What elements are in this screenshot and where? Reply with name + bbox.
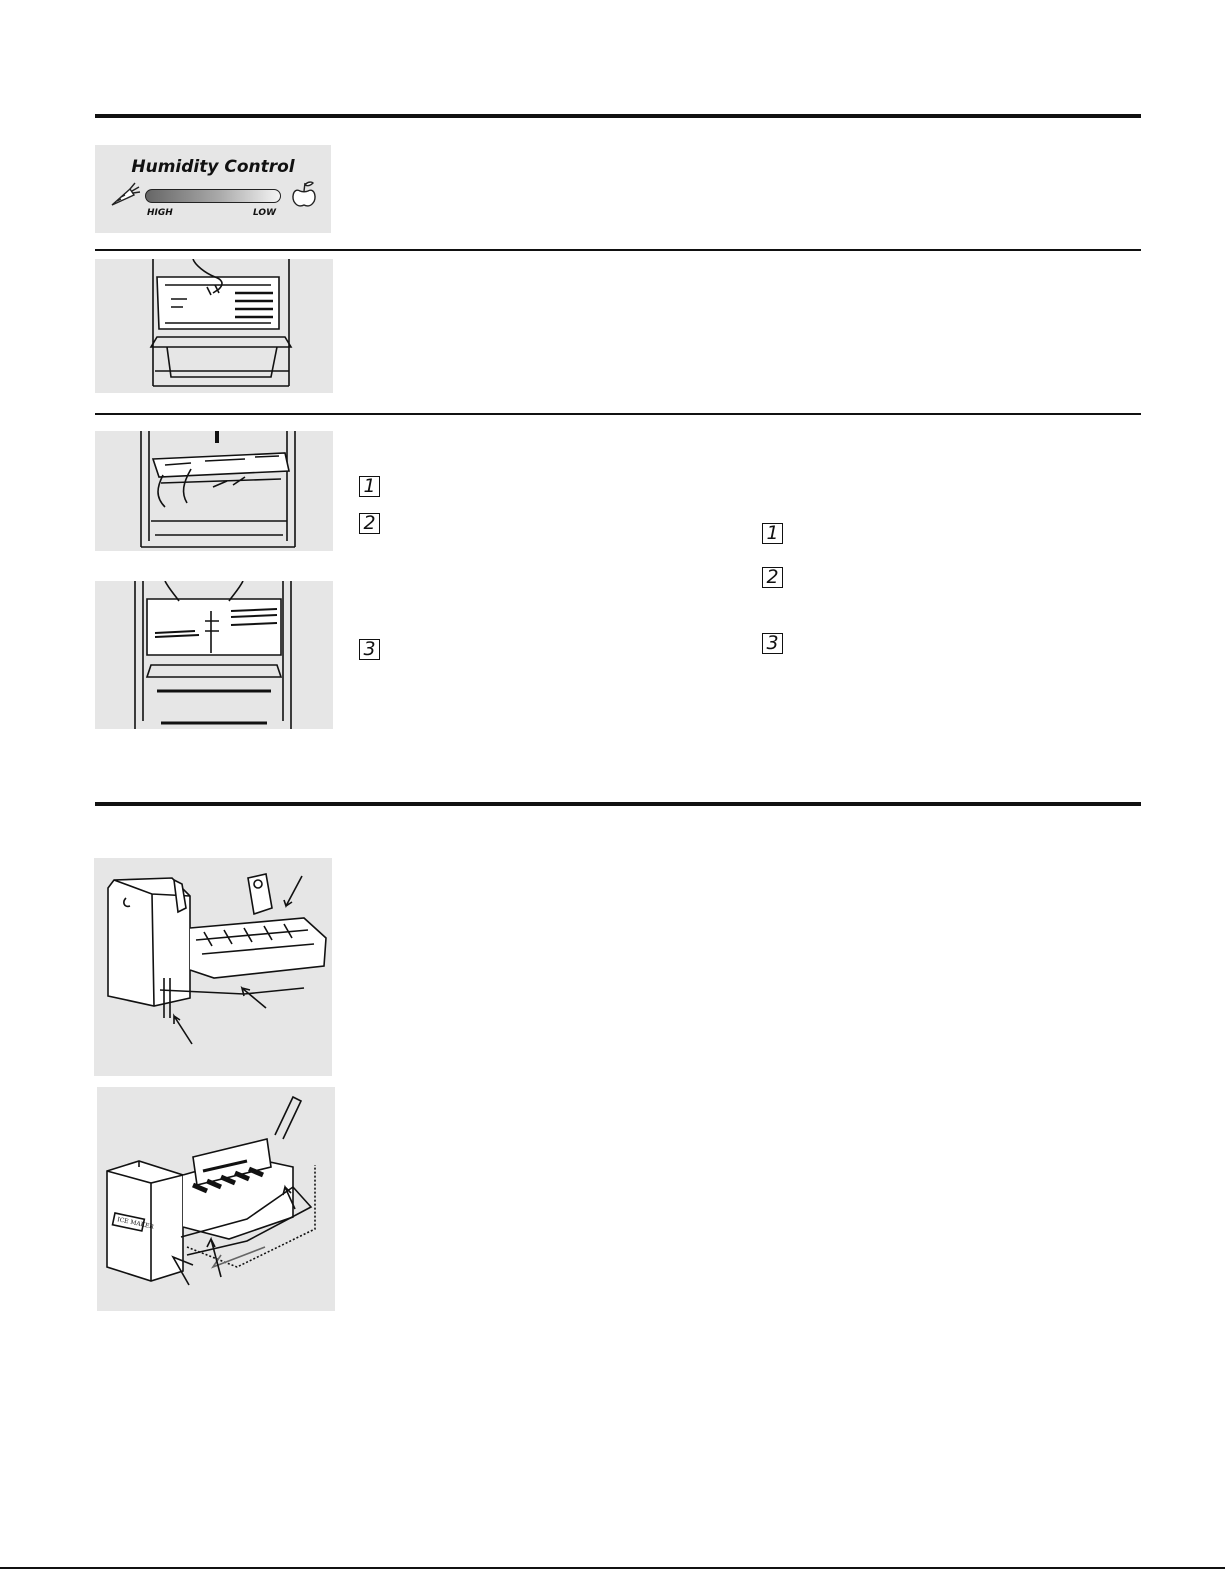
humidity-low-label: LOW — [253, 208, 276, 218]
step-3-box: 3 — [762, 633, 783, 654]
section-rule — [95, 413, 1141, 415]
ice-maker-illustration-2 — [97, 1087, 335, 1311]
section-rule — [95, 802, 1141, 806]
step-1-box: 1 — [359, 476, 380, 497]
step-3-box: 3 — [359, 639, 380, 660]
humidity-slider-track[interactable] — [145, 189, 281, 203]
section-rule — [95, 249, 1141, 251]
humidity-high-label: HIGH — [147, 208, 173, 218]
ice-maker-illustration-1 — [94, 858, 332, 1076]
step-1-box: 1 — [762, 523, 783, 544]
top-rule — [95, 114, 1141, 118]
shelf-removal-illustration-2 — [95, 581, 333, 729]
shelf-removal-illustration-1 — [95, 431, 333, 551]
step-2-box: 2 — [359, 513, 380, 534]
crisper-drawer-illustration — [95, 259, 333, 393]
ice-maker-label: ICE MAKER — [116, 1216, 155, 1231]
bottom-rule — [0, 1567, 1225, 1569]
humidity-control-panel — [95, 145, 331, 233]
step-2-box: 2 — [762, 567, 783, 588]
humidity-control-title: Humidity Control — [131, 157, 295, 177]
